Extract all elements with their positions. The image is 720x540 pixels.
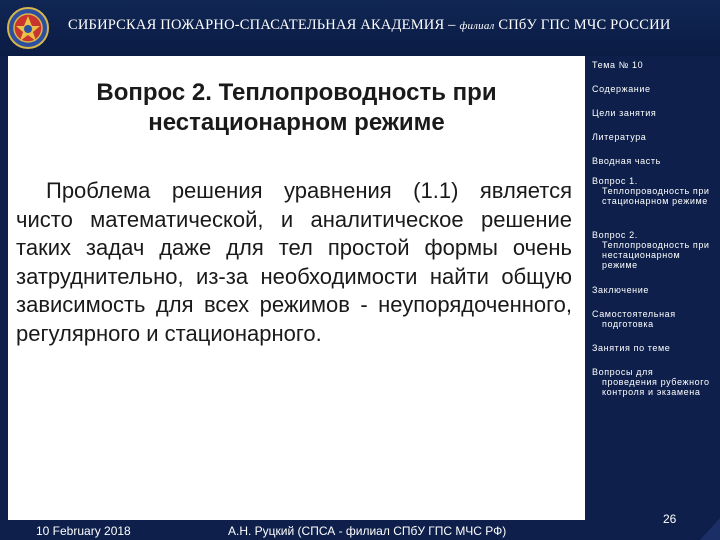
sidebar-item-exam-questions[interactable] [592, 367, 716, 397]
sidebar-item-label: Вопросы для [592, 367, 654, 377]
slide-title: Вопрос 2. Теплопроводность при нестационарном режиме [96, 79, 497, 136]
sidebar-item-label: Вопрос 2. [592, 230, 638, 240]
sidebar-item-conclusion[interactable] [592, 285, 716, 295]
sidebar-item-goals[interactable] [592, 108, 716, 118]
sidebar-item-label: Тема № 10 [592, 60, 644, 70]
page-number: 26 [663, 512, 677, 526]
slide-footer [0, 512, 720, 540]
academy-emblem-icon [7, 6, 49, 50]
sidebar-item-sublabel: Теплопроводность при нестационарном режиме [602, 240, 710, 270]
footer-author: А.Н. Руцкий (СПСА - филиал СПбУ ГПС МЧС РФ) [228, 524, 507, 538]
sidebar-navigation [587, 56, 720, 526]
sidebar-item-self-study[interactable] [592, 309, 716, 329]
sidebar-item-question-2[interactable] [592, 230, 716, 270]
sidebar-item-label: Литература [592, 132, 647, 142]
sidebar-item-sublabel: подготовка [602, 319, 654, 329]
header-title [68, 17, 708, 34]
sidebar-item-label: Самостоятельная [592, 309, 676, 319]
sidebar-item-question-1[interactable] [592, 176, 716, 206]
header-title-main: СИБИРСКАЯ ПОЖАРНО-СПАСАТЕЛЬНАЯ АКАДЕМИЯ – [68, 17, 460, 33]
sidebar-item-label: Заключение [592, 285, 649, 295]
sidebar-item-label: Вопрос 1. [592, 176, 638, 186]
sidebar-item-sublabel: проведения рубежного контроля и экзамена [602, 377, 710, 397]
slide-header [0, 0, 720, 56]
sidebar-item-label: Занятия по теме [592, 343, 671, 353]
slide-content [8, 56, 585, 520]
sidebar-item-sublabel: Теплопроводность при стационарном режиме [602, 186, 710, 206]
sidebar-item-label: Цели занятия [592, 108, 657, 118]
sidebar-item-literature[interactable] [592, 132, 716, 142]
footer-date: 10 February 2018 [36, 524, 131, 538]
sidebar-item-label: Содержание [592, 84, 651, 94]
sidebar-item-topic-classes[interactable] [592, 343, 716, 353]
sidebar-item-contents[interactable] [592, 84, 716, 94]
header-title-end: СПбУ ГПС МЧС РОССИИ [494, 17, 671, 33]
sidebar-item-topic[interactable] [592, 60, 716, 70]
page-corner-icon [700, 518, 720, 540]
sidebar-item-label: Вводная часть [592, 156, 661, 166]
sidebar-item-intro[interactable] [592, 156, 716, 166]
header-title-small: филиал [459, 20, 495, 32]
slide-body-text: Проблема решения уравнения (1.1) является чисто математической, и аналитическое решение таких задач даже для тел простой формы очень затруднительно, из-за необходимости найти общую зависимость для всех режимов - неупорядоченного, регулярного и стационарного. [16, 178, 572, 346]
